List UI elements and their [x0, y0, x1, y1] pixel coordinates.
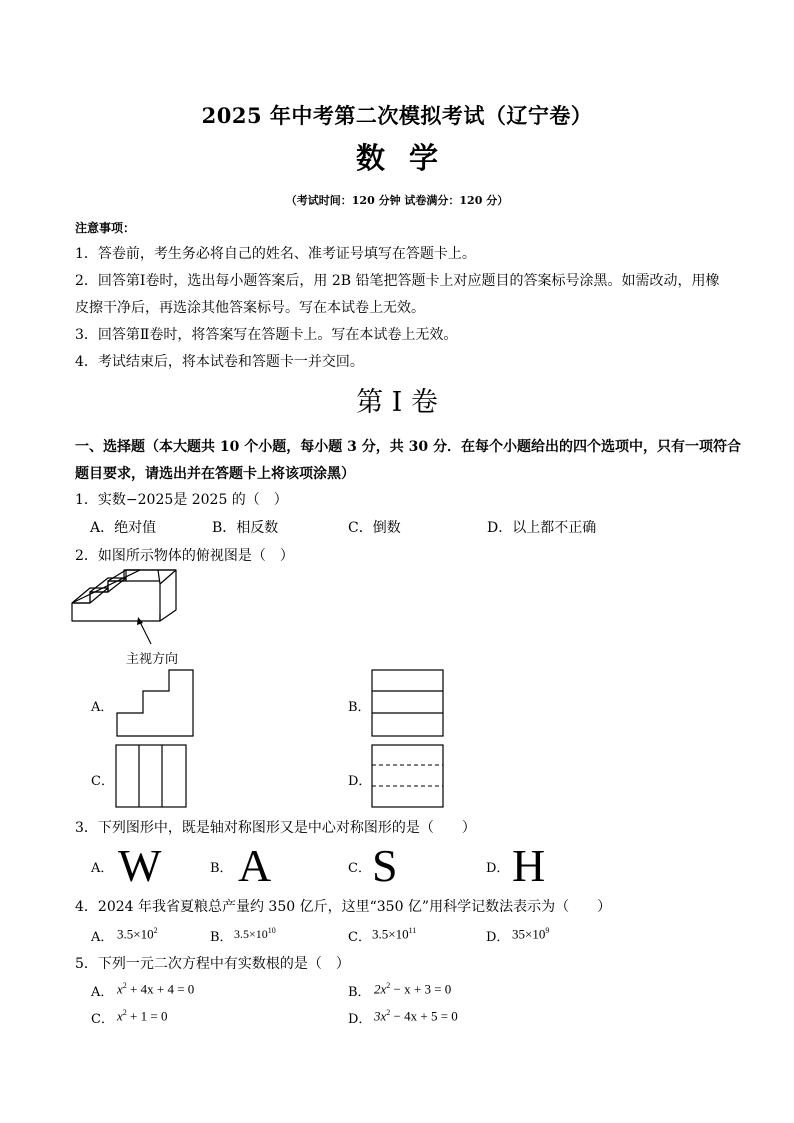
q5-option-a-equation: $x^2 + 4x + 4 = 0$: [117, 981, 195, 997]
q1-option-c: C．倒数: [348, 520, 401, 536]
q4-option-a-value: $3.5\times 10^2$: [117, 926, 158, 942]
q5-option-b-equation: $2x^2 - x + 3 = 0$: [374, 981, 452, 997]
q2-option-a-label: A．: [91, 700, 114, 715]
q3-option-d-label: D．: [486, 861, 510, 876]
notes-title: 注意事项：: [75, 221, 136, 235]
question-4-stem: 4．2024 年我省夏粮总产量约 350 亿斤，这里“350 亿”用科学记数法表示为（ ）: [75, 899, 612, 915]
q1-option-b: B．相反数: [212, 520, 279, 536]
q4-option-d-value: $35\times 10^9$: [512, 926, 550, 942]
note-item-2: 2．回答第Ⅰ卷时，选出每小题答案后，用 2B 铅笔把答题卡上对应题目的答案标号涂黑。如需改动，用橡: [75, 273, 720, 289]
subject-title: 数学: [355, 141, 462, 175]
q5-option-c-label: C．: [91, 1012, 114, 1027]
q3-option-a-label: A．: [91, 861, 114, 876]
q3-letter-h: H: [512, 840, 546, 891]
q5-option-c-equation: $x^2 + 1 = 0$: [117, 1008, 168, 1024]
q2-option-b-label: B．: [348, 700, 371, 715]
question-3-stem: 3．下列图形中，既是轴对称图形又是中心对称图形的是（ ）: [75, 820, 476, 836]
q5-option-b-label: B．: [348, 985, 371, 1000]
q5-option-d-label: D．: [348, 1012, 372, 1027]
q5-option-a-label: A．: [91, 985, 114, 1000]
question-1-stem: 1．实数−2025是 2025 的（ ）: [75, 492, 288, 508]
section-heading: 第 I 卷: [356, 387, 438, 418]
view-direction-label: 主视方向: [126, 652, 179, 667]
note-item-2-cont: 皮擦干净后，再选涂其他答案标号。写在本试卷上无效。: [75, 300, 425, 316]
q4-option-a-label: A．: [91, 930, 114, 945]
part-description-cont: 题目要求，请选出并在答题卡上将该项涂黑）: [75, 466, 355, 482]
note-item-3: 3．回答第Ⅱ卷时，将答案写在答题卡上。写在本试卷上无效。: [75, 327, 458, 343]
q1-option-a: A．绝对值: [90, 520, 157, 536]
q4-option-b-value: $3.5\times 10^{10}$: [234, 926, 276, 941]
q2-option-d-figure: [371, 744, 444, 808]
q1-option-d: D．以上都不正确: [487, 520, 597, 536]
exam-info: （考试时间：120 分钟 试卷满分：120 分）: [285, 194, 509, 207]
question-2-stem: 2．如图所示物体的俯视图是（ ）: [75, 548, 294, 564]
part-description: 一、选择题（本大题共 10 个小题，每小题 3 分，共 30 分．在每个小题给出的四个选项中，只有一项符合: [75, 439, 741, 455]
q3-letter-a: A: [238, 840, 272, 891]
q2-option-a-figure: [116, 669, 194, 737]
q2-option-b-figure: [371, 669, 444, 737]
q2-option-c-label: C．: [91, 774, 114, 789]
q4-option-d-label: D．: [486, 930, 510, 945]
q3-option-b-label: B．: [210, 861, 233, 876]
q2-option-d-label: D．: [348, 774, 372, 789]
exam-title: 2025 年中考第二次模拟考试（辽宁卷）: [201, 103, 593, 128]
q4-option-c-value: $3.5\times 10^{11}$: [372, 926, 417, 942]
question-5-stem: 5．下列一元二次方程中有实数根的是（ ）: [75, 956, 350, 972]
q4-option-b-label: B．: [210, 930, 233, 945]
q2-option-c-figure: [115, 744, 187, 808]
q4-option-c-label: C．: [348, 930, 371, 945]
note-item-4: 4．考试结束后，将本试卷和答题卡一并交回。: [75, 354, 364, 370]
q3-letter-w: W: [118, 840, 162, 891]
stairs-3d-figure: [68, 570, 183, 645]
q3-letter-s: S: [372, 840, 398, 891]
note-item-1: 1．答卷前，考生务必将自己的姓名、准考证号填写在答题卡上。: [75, 246, 476, 262]
q3-option-c-label: C．: [348, 861, 371, 876]
q5-option-d-equation: $3x^2 - 4x + 5 = 0$: [374, 1008, 458, 1024]
